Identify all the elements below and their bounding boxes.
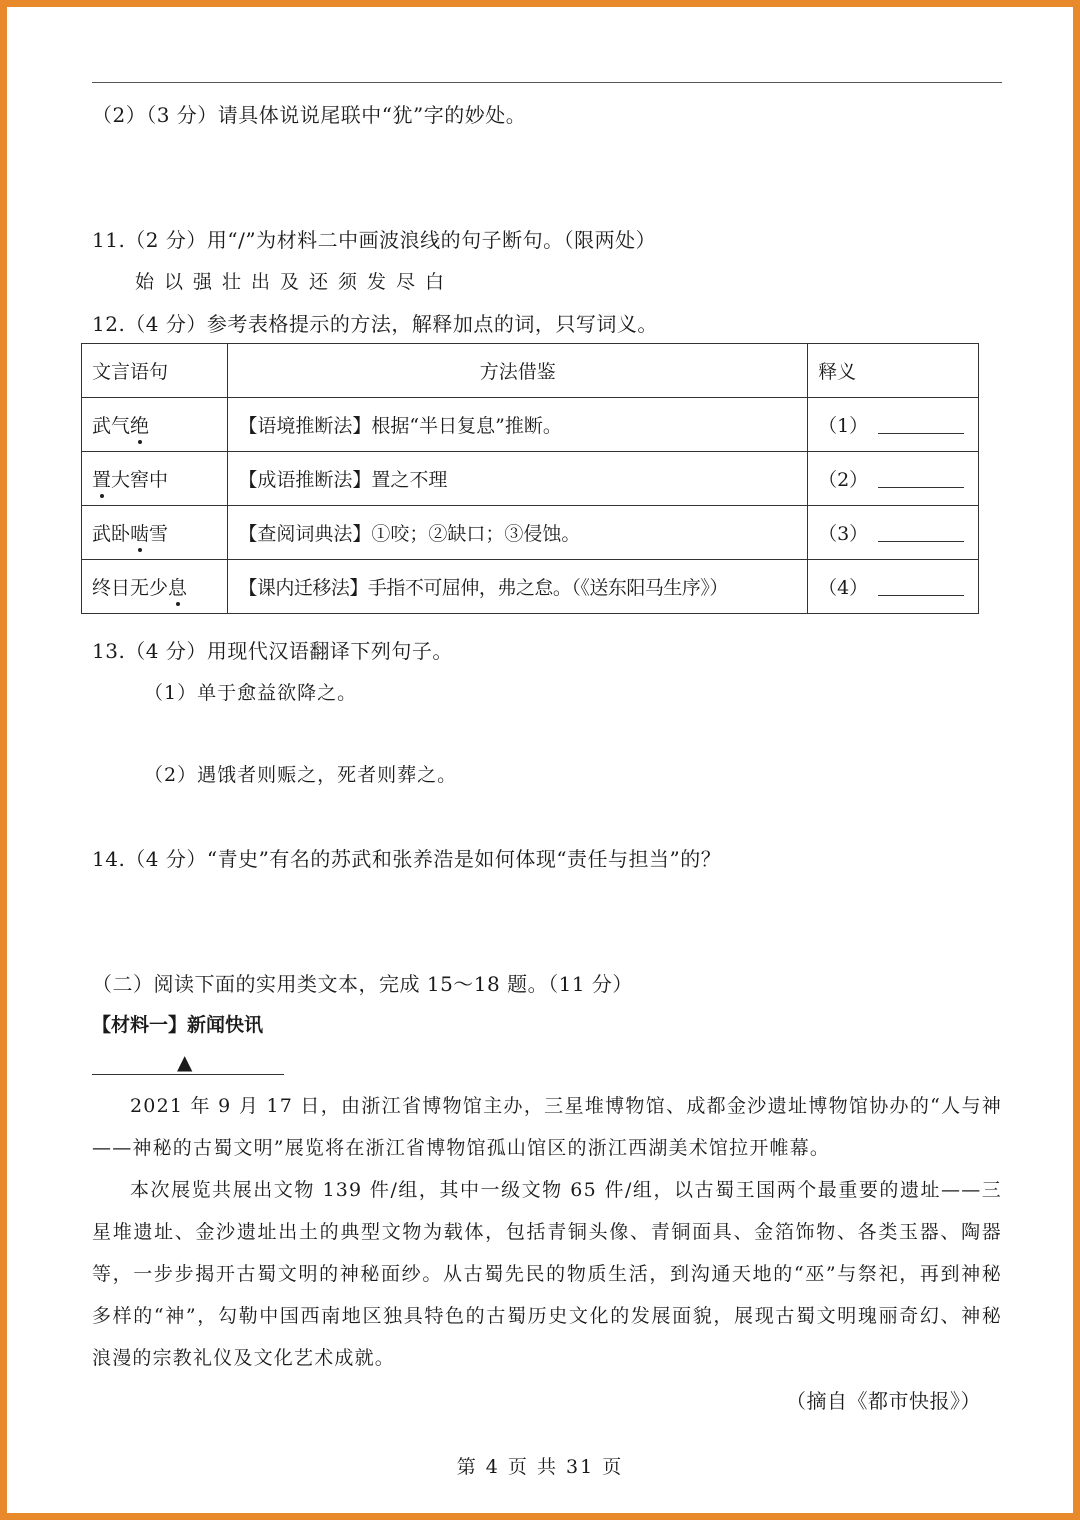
question-11-sentence: 始以强壮出及还须发尽白 — [135, 271, 455, 293]
question-14: 14.（4 分）“青史”有名的苏武和张养浩是如何体现“责任与担当”的？ — [92, 847, 722, 871]
row-method: 【查阅词典法】①咬；②缺口；③侵蚀。 — [228, 506, 808, 560]
row-answer-blank[interactable]: （4） — [808, 560, 979, 614]
question-10-2: （2）（3 分）请具体说说尾联中“犹”字的妙处。 — [92, 103, 527, 127]
source-citation: （摘自《都市快报》） — [786, 1389, 981, 1413]
row-sentence: 武气绝 — [82, 398, 228, 452]
table-row — [82, 452, 979, 506]
row-method: 【课内迁移法】手指不可屈伸，弗之怠。（《送东阳马生序》） — [228, 560, 808, 614]
row-sentence: 终日无少息 — [82, 560, 228, 614]
top-divider — [92, 82, 1002, 83]
material-1-label: 【材料一】新闻快讯 — [92, 1014, 264, 1036]
question-13-sentence-1: （1）单于愈益欲降之。 — [144, 682, 358, 704]
method-table — [81, 343, 979, 614]
dotted-char: 啮 — [130, 519, 149, 546]
header-method: 方法借鉴 — [228, 344, 808, 398]
header-meaning: 释义 — [808, 344, 979, 398]
question-13-sentence-2: （2）遇饿者则赈之，死者则葬之。 — [144, 764, 458, 786]
row-answer-blank[interactable]: （3） — [808, 506, 979, 560]
question-11-stem: 11.（2 分）用“/”为材料二中画波浪线的句子断句。（限两处） — [92, 228, 657, 252]
dotted-char: 置 — [92, 465, 111, 492]
table-row — [82, 506, 979, 560]
paragraph-2: 本次展览共展出文物 139 件/组，其中一级文物 65 件/组，以古蜀王国两个最重要的遗址——三星堆遗址、金沙遗址出土的典型文物为载体，包括青铜头像、青铜面具、金箔饰物、各类玉器、陶器等，一步步揭开古蜀文明的神秘面纱。从古蜀先民的物质生活，到沟通天地的“巫”与祭祀，再到神秘多样的“神”，勾勒中国西南地区独具特色的古蜀历史文化的发展面貌，展现古蜀文明瑰丽奇幻、神秘浪漫的宗教礼仪及文化艺术成就。 — [92, 1179, 1002, 1369]
dotted-char: 绝 — [130, 411, 149, 438]
row-method: 【语境推断法】根据“半日复息”推断。 — [228, 398, 808, 452]
section-2-intro: （二）阅读下面的实用类文本，完成 15～18 题。（11 分） — [92, 972, 633, 996]
header-sentence: 文言语句 — [82, 344, 228, 398]
paragraph-1: 2021 年 9 月 17 日，由浙江省博物馆主办，三星堆博物馆、成都金沙遗址博物馆协办的“人与神——神秘的古蜀文明”展览将在浙江省博物馆孤山馆区的浙江西湖美术馆拉开帷幕。 — [92, 1095, 1002, 1159]
table-row — [82, 398, 979, 452]
material-1-body — [92, 1085, 1002, 1379]
page-footer: 第 4 页 共 31 页 — [456, 1456, 624, 1478]
row-sentence: 置大窖中 — [82, 452, 228, 506]
row-answer-blank[interactable]: （2） — [808, 452, 979, 506]
title-blank-line — [92, 1074, 284, 1075]
table-header-row — [82, 344, 979, 398]
dotted-char: 息 — [168, 573, 187, 600]
row-method: 【成语推断法】置之不理 — [228, 452, 808, 506]
table-row — [82, 560, 979, 614]
row-sentence: 武卧啮雪 — [82, 506, 228, 560]
question-13-stem: 13.（4 分）用现代汉语翻译下列句子。 — [92, 639, 453, 663]
triangle-marker: ▲ — [177, 1050, 193, 1074]
row-answer-blank[interactable]: （1） — [808, 398, 979, 452]
question-12-stem: 12.（4 分）参考表格提示的方法，解释加点的词，只写词义。 — [92, 312, 658, 336]
